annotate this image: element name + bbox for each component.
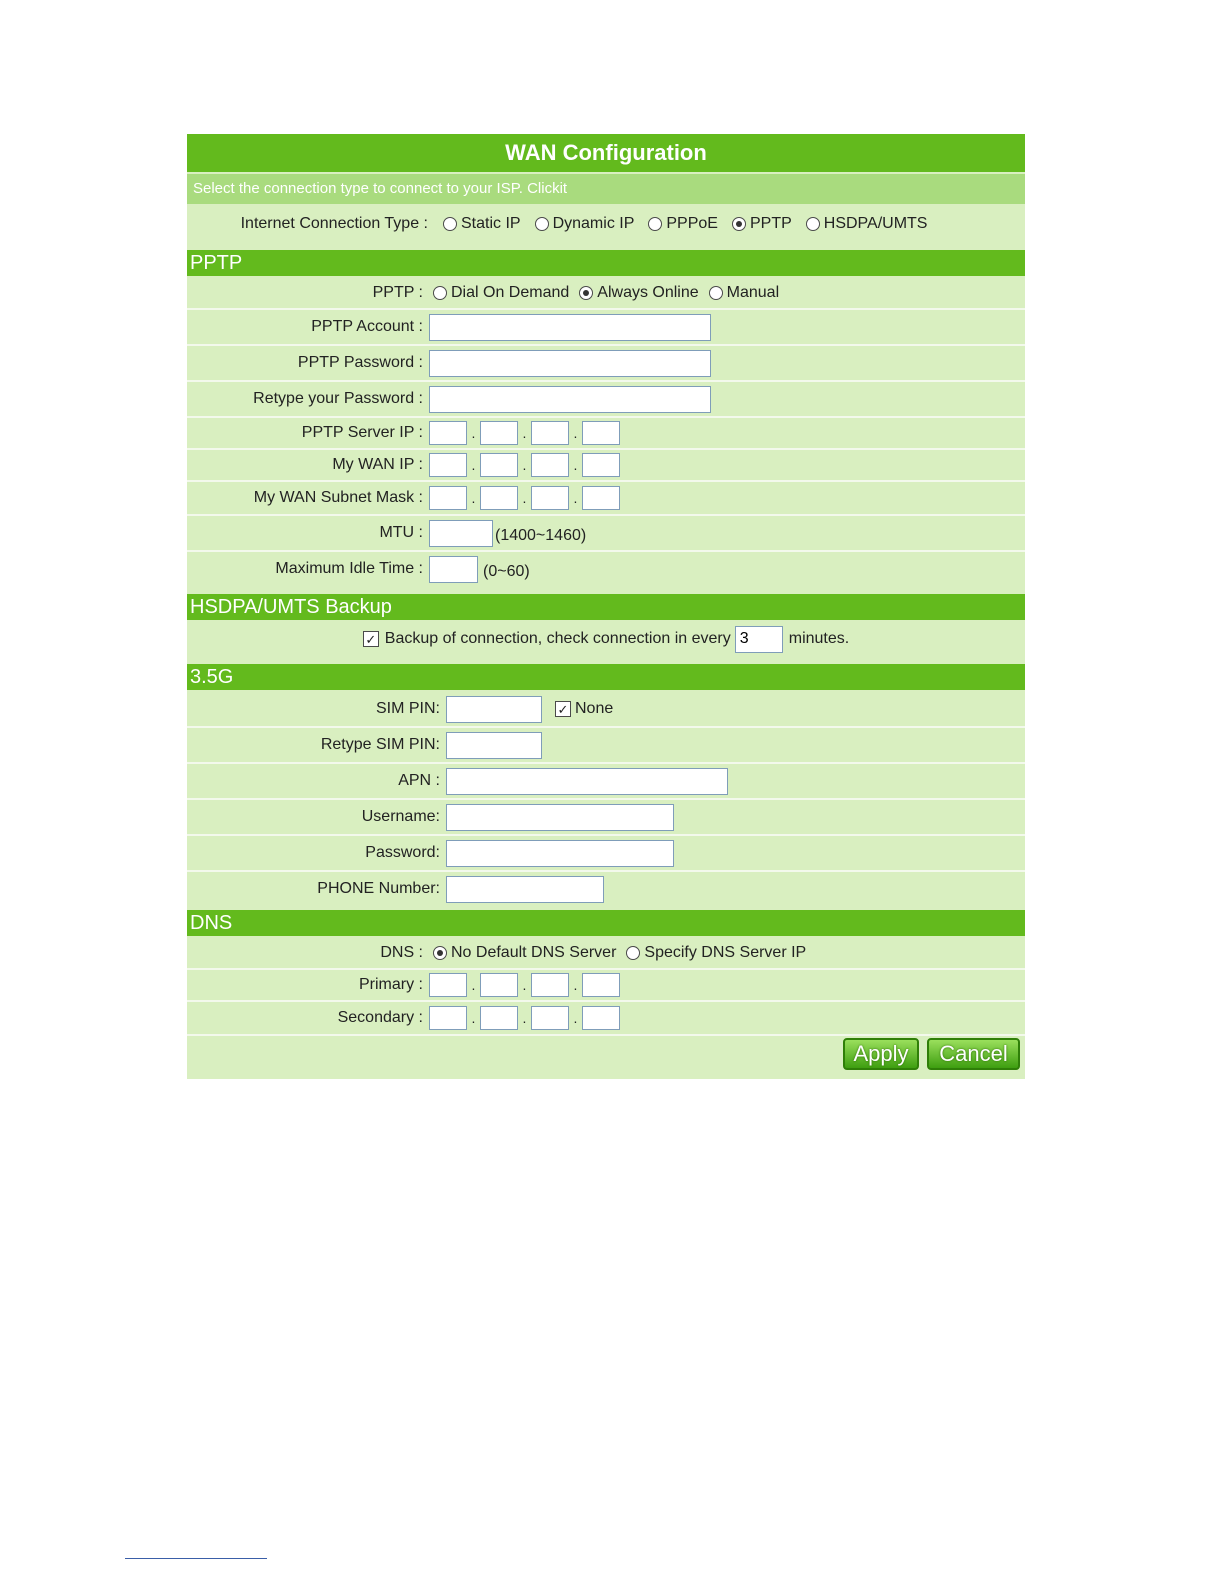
secondary-dns-label: Secondary :	[187, 1002, 426, 1034]
sim-pin-cell	[445, 692, 1025, 726]
pptp-password-row	[187, 346, 1025, 380]
apn-label: APN :	[187, 764, 443, 798]
idle-time-hint: (0~60)	[483, 563, 530, 580]
secondary-dns-cell	[428, 1002, 1025, 1034]
username-input[interactable]	[446, 804, 674, 831]
pptp-account-input[interactable]	[429, 314, 711, 341]
my-wan-ip-field: . . .	[429, 453, 620, 477]
radio-button-icon	[648, 217, 662, 231]
radio-dynamic-ip[interactable]: Dynamic IP	[535, 215, 635, 233]
ip-octet-1[interactable]	[429, 453, 467, 477]
pptp-password-input[interactable]	[429, 350, 711, 377]
checkmark-icon: ✓	[557, 701, 569, 717]
ip-octet-2[interactable]	[480, 973, 518, 997]
connection-type-row	[187, 206, 1025, 242]
pptp-server-ip-field: . . .	[429, 421, 620, 445]
mtu-row	[187, 516, 1025, 550]
ip-octet-3[interactable]	[531, 973, 569, 997]
apn-input[interactable]	[446, 768, 728, 795]
radio-button-icon	[579, 286, 593, 300]
radio-pptp[interactable]: PPTP	[732, 215, 792, 233]
password-cell	[445, 836, 1025, 870]
wan-subnet-cell	[428, 482, 1025, 514]
username-row	[187, 800, 1025, 834]
phone-number-label: PHONE Number:	[187, 872, 443, 906]
backup-row	[187, 622, 1025, 656]
section-3-5g: 3.5G	[187, 664, 1025, 690]
password-label: Password:	[187, 836, 443, 870]
apn-cell	[445, 764, 1025, 798]
mtu-cell	[428, 516, 1025, 550]
my-wan-ip-label: My WAN IP :	[187, 450, 426, 480]
ip-octet-4[interactable]	[582, 486, 620, 510]
ip-octet-2[interactable]	[480, 486, 518, 510]
ip-octet-3[interactable]	[531, 453, 569, 477]
backup-cell	[187, 622, 1025, 656]
primary-dns-field: . . .	[429, 973, 620, 997]
section-pptp: PPTP	[187, 250, 1025, 276]
section-hsdpa-backup: HSDPA/UMTS Backup	[187, 594, 1025, 620]
retype-sim-pin-label: Retype SIM PIN:	[187, 728, 443, 762]
ip-octet-3[interactable]	[531, 421, 569, 445]
radio-always-online[interactable]: Always Online	[579, 284, 698, 302]
password-input[interactable]	[446, 840, 674, 867]
radio-static-ip[interactable]: Static IP	[443, 215, 521, 233]
wan-subnet-label: My WAN Subnet Mask :	[187, 482, 426, 514]
pptp-server-ip-label: PPTP Server IP :	[187, 418, 426, 448]
retype-password-label: Retype your Password :	[187, 382, 426, 416]
retype-sim-pin-input[interactable]	[446, 732, 542, 759]
primary-dns-cell	[428, 970, 1025, 1000]
radio-hsdpa-umts[interactable]: HSDPA/UMTS	[806, 215, 928, 233]
phone-number-cell	[445, 872, 1025, 906]
radio-button-icon	[732, 217, 746, 231]
pptp-server-ip-cell	[428, 418, 1025, 448]
radio-button-icon	[535, 217, 549, 231]
radio-dial-on-demand[interactable]: Dial On Demand	[433, 284, 569, 302]
secondary-dns-row	[187, 1002, 1025, 1034]
radio-button-icon	[433, 946, 447, 960]
pptp-mode-options	[428, 278, 1025, 308]
pptp-password-label: PPTP Password :	[187, 346, 426, 380]
retype-password-cell	[428, 382, 1025, 416]
backup-minutes-input[interactable]	[735, 626, 783, 653]
ip-octet-1[interactable]	[429, 421, 467, 445]
backup-text: Backup of connection, check connection in every	[384, 630, 731, 647]
ip-octet-2[interactable]	[480, 421, 518, 445]
ip-octet-3[interactable]	[531, 1006, 569, 1030]
wan-config-panel	[187, 134, 1025, 1079]
radio-pppoe[interactable]: PPPoE	[648, 215, 718, 233]
idle-time-label: Maximum Idle Time :	[187, 552, 426, 586]
secondary-dns-field: . . .	[429, 1006, 620, 1030]
phone-number-row	[187, 872, 1025, 906]
backup-unit: minutes.	[788, 630, 850, 647]
primary-dns-label: Primary :	[187, 970, 426, 1000]
pptp-password-cell	[428, 346, 1025, 380]
ip-octet-4[interactable]	[582, 1006, 620, 1030]
cancel-button[interactable]: Cancel	[927, 1038, 1020, 1070]
pptp-mode-row	[187, 278, 1025, 308]
pptp-mode-label: PPTP :	[187, 278, 426, 308]
radio-manual[interactable]: Manual	[709, 284, 779, 302]
retype-password-input[interactable]	[429, 386, 711, 413]
wan-subnet-row	[187, 482, 1025, 514]
none-label: None	[575, 700, 614, 717]
radio-no-default-dns[interactable]: No Default DNS Server	[433, 944, 616, 962]
mtu-input[interactable]	[429, 520, 493, 547]
page-title: WAN Configuration	[187, 134, 1025, 172]
ip-octet-2[interactable]	[480, 453, 518, 477]
ip-octet-2[interactable]	[480, 1006, 518, 1030]
connection-type-options	[433, 206, 1025, 242]
radio-button-icon	[709, 286, 723, 300]
dns-mode-row	[187, 938, 1025, 968]
pptp-account-row	[187, 310, 1025, 344]
ip-octet-3[interactable]	[531, 486, 569, 510]
radio-specify-dns[interactable]: Specify DNS Server IP	[626, 944, 806, 962]
hint-text: Select the connection type to connect to your ISP. Clickit	[187, 174, 1025, 204]
idle-time-row	[187, 552, 1025, 586]
radio-button-icon	[626, 946, 640, 960]
radio-button-icon	[433, 286, 447, 300]
pptp-account-cell	[428, 310, 1025, 344]
mtu-hint: (1400~1460)	[495, 527, 587, 544]
sim-pin-input[interactable]	[446, 696, 542, 723]
retype-password-row	[187, 382, 1025, 416]
ip-octet-4[interactable]	[582, 973, 620, 997]
ip-octet-4[interactable]	[582, 421, 620, 445]
dns-mode-label: DNS :	[187, 938, 426, 968]
phone-number-input[interactable]	[446, 876, 604, 903]
idle-time-input[interactable]	[429, 556, 478, 583]
pptp-account-label: PPTP Account :	[187, 310, 426, 344]
ip-octet-1[interactable]	[429, 1006, 467, 1030]
wan-subnet-field: . . .	[429, 486, 620, 510]
primary-dns-row	[187, 970, 1025, 1000]
ip-octet-4[interactable]	[582, 453, 620, 477]
ip-octet-1[interactable]	[429, 973, 467, 997]
my-wan-ip-cell	[428, 450, 1025, 480]
sim-pin-label: SIM PIN:	[187, 692, 443, 726]
pptp-server-ip-row	[187, 418, 1025, 448]
retype-sim-pin-row	[187, 728, 1025, 762]
footer-divider	[125, 1558, 267, 1559]
connection-type-label: Internet Connection Type :	[187, 206, 431, 242]
username-label: Username:	[187, 800, 443, 834]
none-checkbox[interactable]	[555, 701, 571, 717]
dns-mode-options	[428, 938, 1025, 968]
radio-button-icon	[806, 217, 820, 231]
password-row	[187, 836, 1025, 870]
ip-octet-1[interactable]	[429, 486, 467, 510]
mtu-label: MTU :	[187, 516, 426, 550]
apn-row	[187, 764, 1025, 798]
idle-time-cell	[428, 552, 1025, 586]
checkmark-icon: ✓	[365, 631, 377, 647]
sim-pin-row	[187, 692, 1025, 726]
backup-checkbox[interactable]	[363, 631, 379, 647]
radio-button-icon	[443, 217, 457, 231]
section-dns: DNS	[187, 910, 1025, 936]
my-wan-ip-row	[187, 450, 1025, 480]
retype-sim-pin-cell	[445, 728, 1025, 762]
username-cell	[445, 800, 1025, 834]
apply-button[interactable]: Apply	[843, 1038, 919, 1070]
